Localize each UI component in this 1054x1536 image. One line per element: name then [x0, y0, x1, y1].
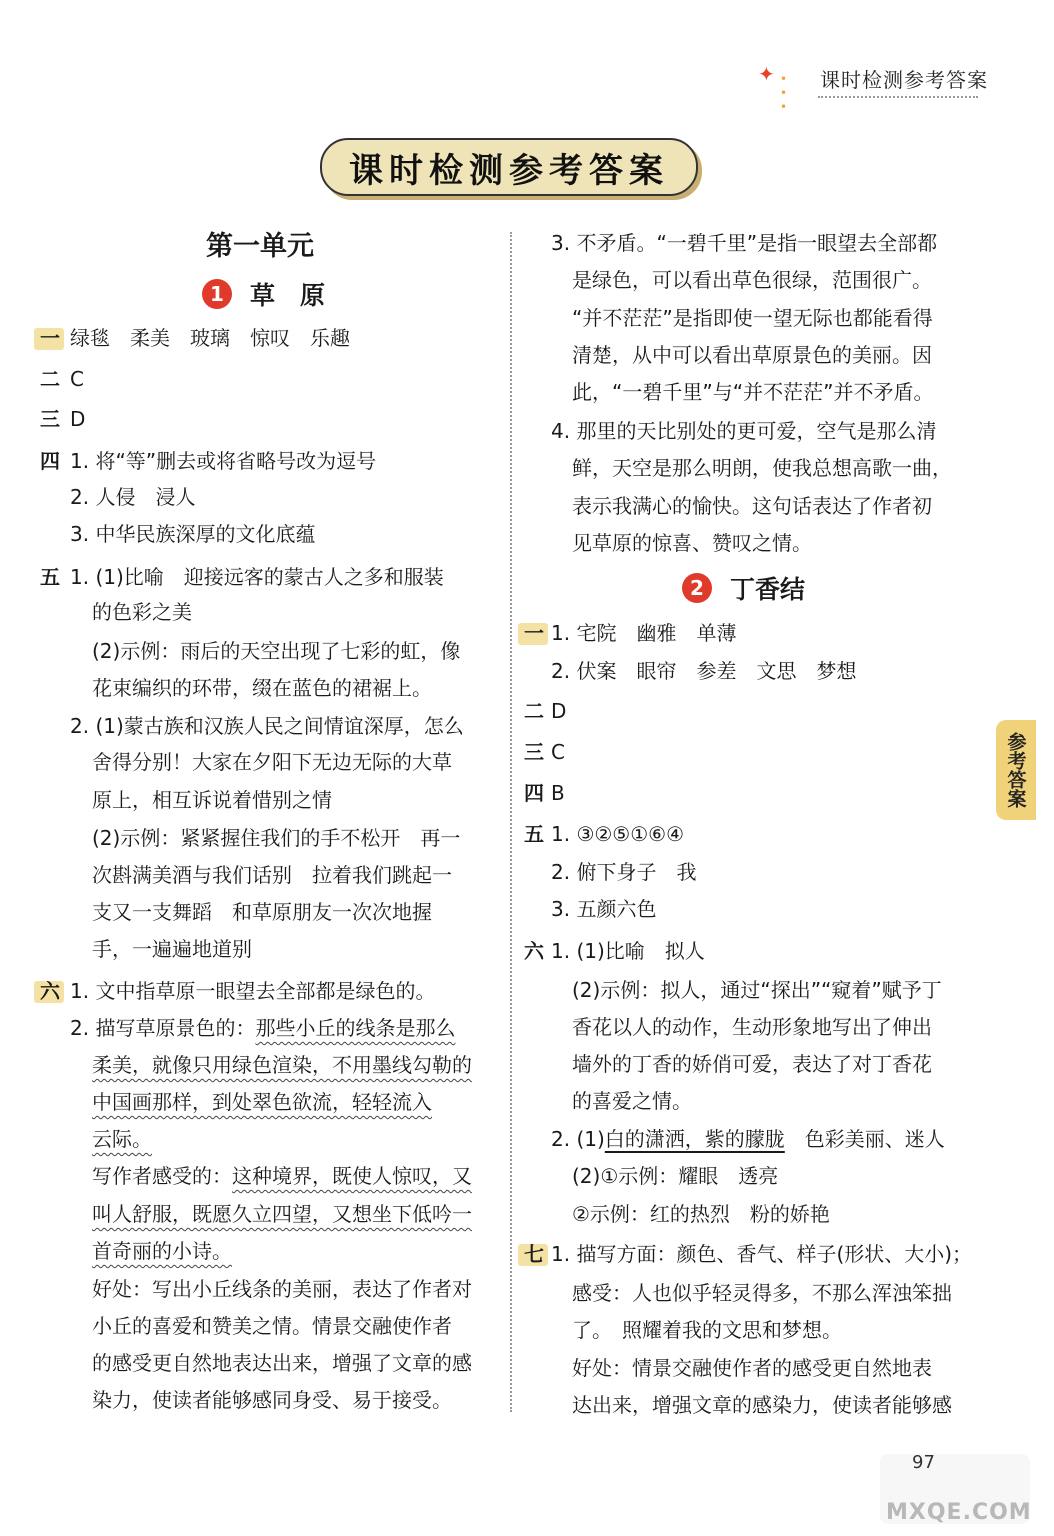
- answer-line: 绿毯 柔美 玻璃 惊叹 乐趣: [70, 326, 350, 350]
- answer-line: 墙外的丁香的娇俏可爱，表达了对丁香花: [572, 1052, 932, 1076]
- section-mark: 五: [40, 565, 60, 589]
- answer-line: 支又一支舞蹈 和草原朋友一次次地握: [92, 900, 432, 924]
- section-mark: 七: [524, 1242, 544, 1266]
- header-title: 课时检测参考答案: [820, 68, 988, 92]
- dots-decoration: • • •: [780, 72, 789, 114]
- answer-line: 3. 不矛盾。“一碧千里”是指一眼望去全部都: [551, 231, 938, 255]
- sparkle-icon: ✦: [758, 62, 775, 86]
- answer-line: (2)示例：雨后的天空出现了七彩的虹，像: [92, 639, 461, 663]
- section-mark: 六: [524, 939, 544, 963]
- answer-line: 鲜，天空是那么明朗，使我总想高歌一曲，: [572, 456, 952, 480]
- answer-line: 2. 俯下身子 我: [551, 860, 697, 884]
- underlined-quote: 这种境界，既使人惊叹，又: [232, 1164, 472, 1188]
- underlined-quote: 云际。: [92, 1127, 152, 1151]
- unit-title: 第一单元: [206, 231, 314, 262]
- answer-line: 2. 伏案 眼帘 参差 文思 梦想: [551, 659, 857, 683]
- underlined-quote: 白的潇洒，紫的朦胧: [604, 1127, 785, 1151]
- side-tab-answers: 参考答案: [996, 720, 1036, 820]
- answer-line: 见草原的惊喜、赞叹之情。: [572, 531, 812, 555]
- header-divider: [818, 96, 978, 98]
- lesson-title: 草 原: [250, 281, 326, 310]
- answer-line: 表示我满心的愉快。这句话表达了作者初: [572, 494, 932, 518]
- section-mark: 三: [40, 407, 60, 431]
- column-divider: [510, 232, 512, 1412]
- answer-line: 小丘的喜爱和赞美之情。情景交融使作者: [92, 1314, 452, 1338]
- answer-line: 此，“一碧千里”与“并不茫茫”并不矛盾。: [572, 380, 934, 404]
- answer-line: 手，一遍遍地道别: [92, 937, 252, 961]
- underlined-quote: 柔美，就像只用绿色渲染，不用墨线勾勒的: [92, 1053, 472, 1077]
- section-mark: 二: [524, 699, 544, 723]
- answer-line: (2)①示例：耀眼 透亮: [572, 1164, 779, 1188]
- answer-line: 好处：情景交融使作者的感受更自然地表: [572, 1356, 932, 1380]
- answer-line: B: [551, 781, 565, 805]
- answer-line: 的色彩之美: [92, 600, 192, 624]
- answer-line: (2)示例：拟人，通过“探出”“窥着”赋予丁: [572, 978, 942, 1002]
- answer-line: D: [551, 699, 567, 723]
- answer-line: [70, 1016, 455, 1040]
- answer-line: 香花以人的动作，生动形象地写出了伸出: [572, 1015, 932, 1039]
- answer-line: 3. 五颜六色: [551, 897, 657, 921]
- answer-line: 1. ③②⑤①⑥④: [551, 822, 685, 846]
- lesson-heading-1: [202, 276, 325, 312]
- answer-line: 达出来，增强文章的感染力，使读者能够感: [572, 1393, 952, 1417]
- answer-line: 的喜爱之情。: [572, 1089, 692, 1113]
- page-number: 97: [912, 1452, 935, 1473]
- section-mark: 一: [524, 621, 544, 645]
- answer-line: 了。 照耀着我的文思和梦想。: [572, 1318, 842, 1342]
- answer-line: 1. 描写方面：颜色、香气、样子(形状、大小)；: [551, 1242, 973, 1266]
- answer-line: 花束编织的环带，缀在蓝色的裙裾上。: [92, 676, 432, 700]
- answer-suffix: 色彩美丽、迷人: [784, 1127, 945, 1151]
- answer-line: 1. 宅院 幽雅 单薄: [551, 621, 737, 645]
- answer-line: 1. 将“等”删去或将省略号改为逗号: [70, 449, 377, 473]
- underlined-quote: 叫人舒服，既愿久立四望，又想坐下低吟一: [92, 1202, 472, 1226]
- underlined-quote: 中国画那样，到处翠色欲流，轻轻流入: [92, 1090, 432, 1114]
- lesson-number-badge: 1: [202, 279, 232, 309]
- answer-line: 次斟满美酒与我们话别 拉着我们跳起一: [92, 863, 452, 887]
- section-mark: 四: [524, 781, 544, 805]
- answer-line: ②示例：红的热烈 粉的娇艳: [572, 1202, 830, 1226]
- answer-prefix: 写作者感受的：: [92, 1164, 232, 1188]
- answer-line: [551, 1127, 945, 1151]
- answer-line: 原上，相互诉说着惜别之情: [92, 788, 332, 812]
- section-mark: 六: [40, 979, 60, 1003]
- answer-prefix: 2. 描写草原景色的：: [70, 1016, 256, 1040]
- section-mark: 五: [524, 822, 544, 846]
- section-mark: 三: [524, 740, 544, 764]
- answer-line: 好处：写出小丘线条的美丽，表达了作者对: [92, 1277, 472, 1301]
- underlined-quote: 首奇丽的小诗。: [92, 1239, 232, 1263]
- watermark-text: MXQE.COM: [886, 1500, 1032, 1525]
- answer-line: 感受：人也似乎轻灵得多，不那么浑浊笨拙: [572, 1281, 952, 1305]
- answer-line: 是绿色，可以看出草色很绿，范围很广。: [572, 268, 932, 292]
- answer-line: “并不茫茫”是指即使一望无际也都能看得: [572, 306, 933, 330]
- lesson-number-badge: 2: [682, 573, 712, 603]
- answer-line: 2. 人侵 浸人: [70, 485, 196, 509]
- answer-line: 1. (1)比喻 拟人: [551, 939, 705, 963]
- page-title-banner: 课时检测参考答案: [320, 138, 698, 196]
- answer-line: C: [70, 367, 84, 391]
- section-mark: 一: [40, 326, 60, 350]
- section-mark: 四: [40, 449, 60, 473]
- answer-line: C: [551, 740, 565, 764]
- lesson-heading-2: [682, 570, 805, 606]
- answer-line: 的感受更自然地表达出来，增强了文章的感: [92, 1351, 472, 1375]
- answer-line: 舍得分别！大家在夕阳下无边无际的大草: [92, 750, 452, 774]
- answer-line: 1. (1)比喻 迎接远客的蒙古人之多和服装: [70, 565, 444, 589]
- answer-prefix: 2. (1): [551, 1127, 605, 1151]
- answer-line: 2. (1)蒙古族和汉族人民之间情谊深厚，怎么: [70, 714, 464, 738]
- lesson-title: 丁香结: [730, 575, 806, 604]
- answer-line: (2)示例：紧紧握住我们的手不松开 再一: [92, 826, 461, 850]
- answer-line: 3. 中华民族深厚的文化底蕴: [70, 522, 316, 546]
- section-mark: 二: [40, 367, 60, 391]
- answer-line: D: [70, 407, 86, 431]
- answer-line: 4. 那里的天比别处的更可爱，空气是那么清: [551, 419, 937, 443]
- answer-line: 染力，使读者能够感同身受、易于接受。: [92, 1388, 452, 1412]
- underlined-quote: 那些小丘的线条是那么: [255, 1016, 456, 1040]
- answer-line: 1. 文中指草原一眼望去全部都是绿色的。: [70, 979, 436, 1003]
- answer-line: [92, 1164, 472, 1188]
- answer-line: 清楚，从中可以看出草原景色的美丽。因: [572, 343, 932, 367]
